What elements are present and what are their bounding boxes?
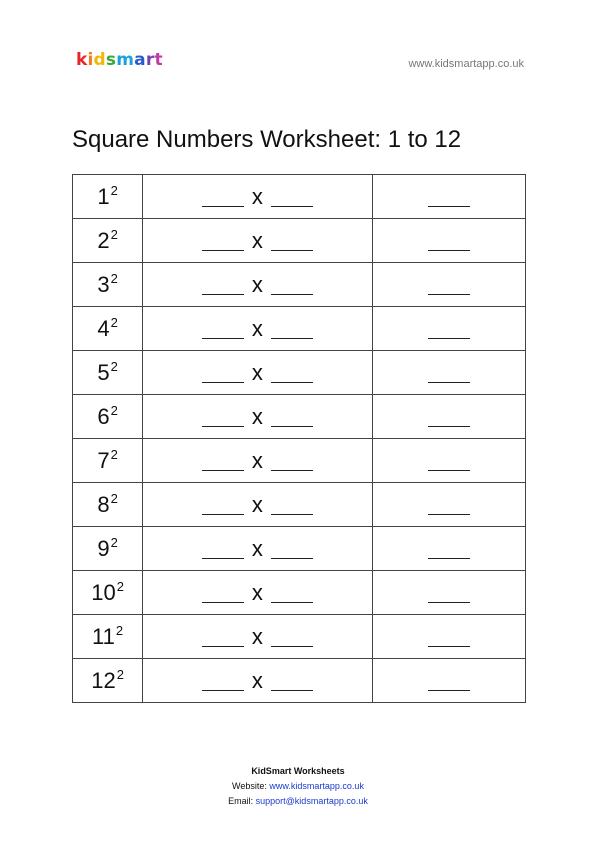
factor-blank[interactable]: [271, 368, 313, 383]
multiply-sign: x: [251, 667, 263, 693]
square-expression-cell: [73, 659, 143, 703]
factor-blank[interactable]: [202, 368, 244, 383]
multiplication-cell: [143, 615, 373, 659]
factor-blank[interactable]: [271, 236, 313, 251]
table-row: [73, 307, 526, 351]
exponent: 2: [110, 491, 118, 506]
multiply-sign: x: [251, 227, 263, 253]
square-numbers-table: [72, 174, 526, 703]
square-expression-cell: [73, 263, 143, 307]
logo-letter: r: [145, 50, 155, 70]
exponent: 2: [116, 667, 124, 682]
table-row: [73, 395, 526, 439]
base-number: 1: [97, 184, 110, 209]
kidsmart-logo: [76, 52, 163, 69]
answer-blank[interactable]: [428, 676, 470, 691]
factor-blank[interactable]: [271, 588, 313, 603]
answer-blank[interactable]: [428, 456, 470, 471]
factor-blank[interactable]: [271, 192, 313, 207]
base-number: 11: [92, 624, 115, 649]
multiply-sign: x: [251, 359, 263, 385]
logo-letter: m: [116, 50, 135, 70]
answer-cell: [372, 615, 525, 659]
logo-letter: d: [93, 50, 106, 70]
multiplication-cell: [143, 659, 373, 703]
factor-blank[interactable]: [202, 588, 244, 603]
table-row: [73, 571, 526, 615]
square-expression-cell: [73, 219, 143, 263]
answer-cell: [372, 527, 525, 571]
answer-blank[interactable]: [428, 544, 470, 559]
answer-blank[interactable]: [428, 500, 470, 515]
table-row: [73, 219, 526, 263]
square-expression-cell: [73, 175, 143, 219]
factor-blank[interactable]: [271, 500, 313, 515]
multiplication-cell: [143, 571, 373, 615]
multiply-sign: x: [251, 491, 263, 517]
factor-blank[interactable]: [271, 280, 313, 295]
logo-letter: t: [154, 50, 163, 70]
multiplication-cell: [143, 219, 373, 263]
factor-blank[interactable]: [202, 456, 244, 471]
base-number: 4: [97, 316, 110, 341]
answer-blank[interactable]: [428, 588, 470, 603]
footer-email-link[interactable]: support@kidsmartapp.co.uk: [255, 796, 368, 806]
answer-cell: [372, 483, 525, 527]
answer-blank[interactable]: [428, 368, 470, 383]
answer-blank[interactable]: [428, 280, 470, 295]
multiplication-cell: [143, 395, 373, 439]
footer-email-label: Email:: [228, 796, 254, 806]
answer-cell: [372, 571, 525, 615]
table-row: [73, 615, 526, 659]
factor-blank[interactable]: [271, 544, 313, 559]
exponent: 2: [110, 447, 118, 462]
base-number: 12: [91, 668, 116, 693]
footer-email-line: [0, 794, 596, 809]
answer-cell: [372, 263, 525, 307]
footer-website-label: Website:: [232, 781, 267, 791]
square-expression-cell: [73, 571, 143, 615]
answer-blank[interactable]: [428, 412, 470, 427]
base-number: 10: [91, 580, 116, 605]
factor-blank[interactable]: [202, 632, 244, 647]
factor-blank[interactable]: [202, 236, 244, 251]
exponent: 2: [116, 579, 124, 594]
answer-blank[interactable]: [428, 632, 470, 647]
multiply-sign: x: [251, 403, 263, 429]
factor-blank[interactable]: [271, 324, 313, 339]
table-row: [73, 439, 526, 483]
factor-blank[interactable]: [271, 412, 313, 427]
factor-blank[interactable]: [202, 192, 244, 207]
base-number: 7: [97, 448, 110, 473]
base-number: 6: [97, 404, 110, 429]
base-number: 9: [97, 536, 110, 561]
exponent: 2: [110, 535, 118, 550]
exponent: 2: [110, 183, 118, 198]
base-number: 8: [97, 492, 110, 517]
factor-blank[interactable]: [271, 676, 313, 691]
factor-blank[interactable]: [202, 280, 244, 295]
factor-blank[interactable]: [271, 456, 313, 471]
multiplication-cell: [143, 175, 373, 219]
footer: [0, 764, 596, 809]
answer-cell: [372, 439, 525, 483]
square-expression-cell: [73, 615, 143, 659]
footer-website-line: [0, 779, 596, 794]
logo-letter: k: [76, 50, 88, 70]
factor-blank[interactable]: [202, 500, 244, 515]
exponent: 2: [115, 623, 124, 638]
multiplication-cell: [143, 527, 373, 571]
base-number: 2: [97, 228, 110, 253]
multiply-sign: x: [251, 535, 263, 561]
multiply-sign: x: [251, 271, 263, 297]
base-number: 5: [97, 360, 110, 385]
multiply-sign: x: [251, 183, 263, 209]
answer-cell: [372, 395, 525, 439]
answer-blank[interactable]: [428, 324, 470, 339]
footer-brand: KidSmart Worksheets: [251, 766, 345, 776]
answer-cell: [372, 659, 525, 703]
answer-blank[interactable]: [428, 192, 470, 207]
answer-cell: [372, 219, 525, 263]
multiply-sign: x: [251, 447, 263, 473]
square-expression-cell: [73, 483, 143, 527]
square-expression-cell: [73, 439, 143, 483]
exponent: 2: [110, 403, 118, 418]
footer-website-link[interactable]: www.kidsmartapp.co.uk: [269, 781, 364, 791]
factor-blank[interactable]: [271, 632, 313, 647]
multiplication-cell: [143, 307, 373, 351]
square-expression-cell: [73, 307, 143, 351]
table-row: [73, 483, 526, 527]
table-row: [73, 527, 526, 571]
square-expression-cell: [73, 527, 143, 571]
multiplication-cell: [143, 439, 373, 483]
multiplication-cell: [143, 351, 373, 395]
multiply-sign: x: [251, 579, 263, 605]
factor-blank[interactable]: [202, 412, 244, 427]
logo-letter: a: [134, 50, 146, 70]
base-number: 3: [97, 272, 110, 297]
answer-cell: [372, 351, 525, 395]
multiply-sign: x: [251, 623, 263, 649]
table-row: [73, 175, 526, 219]
square-expression-cell: [73, 351, 143, 395]
logo-letter: i: [87, 50, 94, 70]
answer-blank[interactable]: [428, 236, 470, 251]
table-row: [73, 351, 526, 395]
multiply-sign: x: [251, 315, 263, 341]
factor-blank[interactable]: [202, 544, 244, 559]
multiplication-cell: [143, 483, 373, 527]
answer-cell: [372, 307, 525, 351]
table-row: [73, 659, 526, 703]
logo-letter: s: [105, 50, 117, 70]
exponent: 2: [110, 271, 118, 286]
exponent: 2: [110, 359, 118, 374]
factor-blank[interactable]: [202, 324, 244, 339]
header-site-url: www.kidsmartapp.co.uk: [408, 58, 524, 70]
multiplication-cell: [143, 263, 373, 307]
exponent: 2: [110, 315, 118, 330]
factor-blank[interactable]: [202, 676, 244, 691]
square-expression-cell: [73, 395, 143, 439]
table-row: [73, 263, 526, 307]
exponent: 2: [110, 227, 118, 242]
worksheet-title: Square Numbers Worksheet: 1 to 12: [72, 126, 462, 153]
answer-cell: [372, 175, 525, 219]
